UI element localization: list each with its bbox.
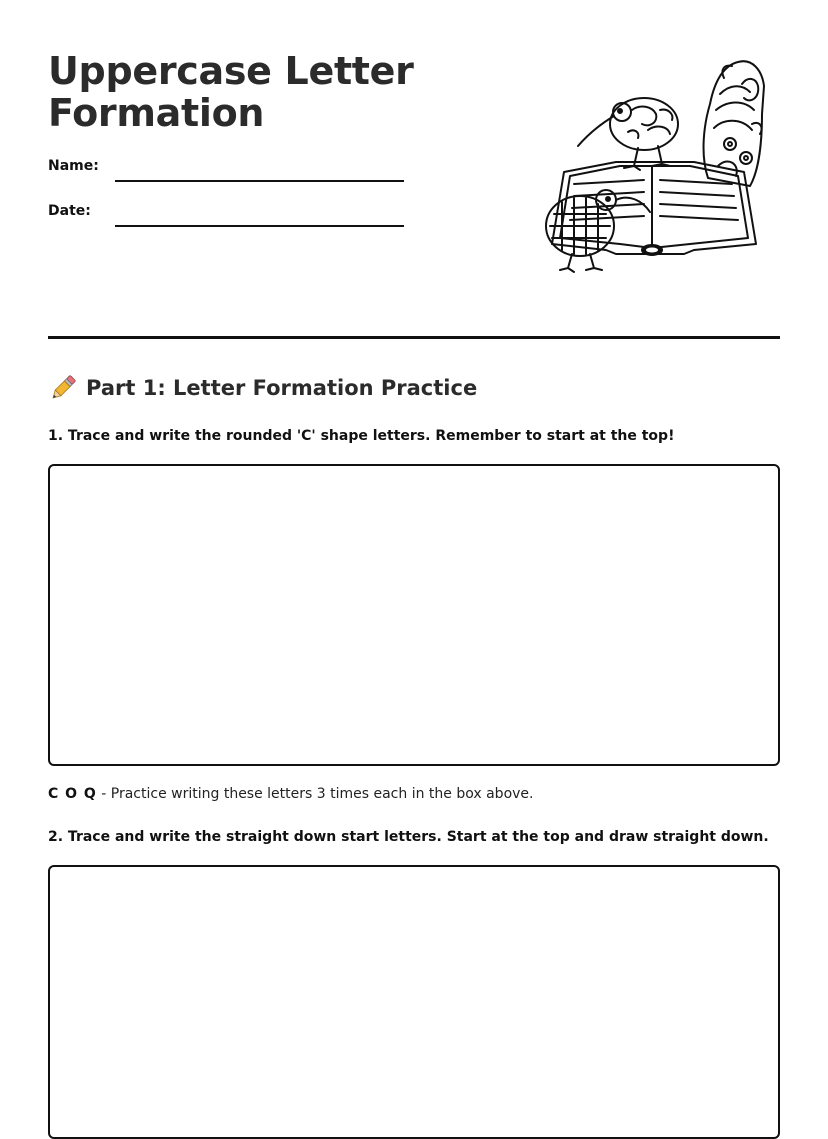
- kiwi-bird-top-icon: [578, 98, 678, 170]
- section-divider: [48, 336, 780, 339]
- question-1: 1. Trace and write the rounded 'C' shape letters. Remember to start at the top!: [48, 428, 675, 444]
- question-2: 2. Trace and write the straight down start letters. Start at the top and draw straight down.: [48, 829, 769, 845]
- pencil-icon: [48, 373, 78, 403]
- practice-instruction: [48, 786, 533, 802]
- open-book-icon: [552, 162, 756, 255]
- writing-box-1[interactable]: [48, 464, 780, 766]
- date-label: Date:: [48, 203, 91, 219]
- writing-box-2[interactable]: [48, 865, 780, 1139]
- date-write-line[interactable]: [115, 225, 404, 227]
- worksheet-page: [48, 0, 780, 1118]
- carved-totem-icon: [704, 61, 764, 186]
- practice-letters: C O Q: [48, 786, 97, 802]
- name-label: Name:: [48, 158, 99, 174]
- page-title: Uppercase Letter Formation: [48, 49, 414, 135]
- name-write-line[interactable]: [115, 180, 404, 182]
- date-field: [48, 203, 408, 227]
- part1-title: Part 1: Letter Formation Practice: [86, 376, 478, 400]
- name-field: [48, 158, 408, 182]
- practice-instruction-text: - Practice writing these letters 3 times each in the box above.: [96, 786, 534, 802]
- kiwi-bird-bottom-icon: [546, 190, 650, 272]
- part1-heading: [48, 372, 477, 404]
- kiwi-book-illustration-icon: [524, 54, 770, 274]
